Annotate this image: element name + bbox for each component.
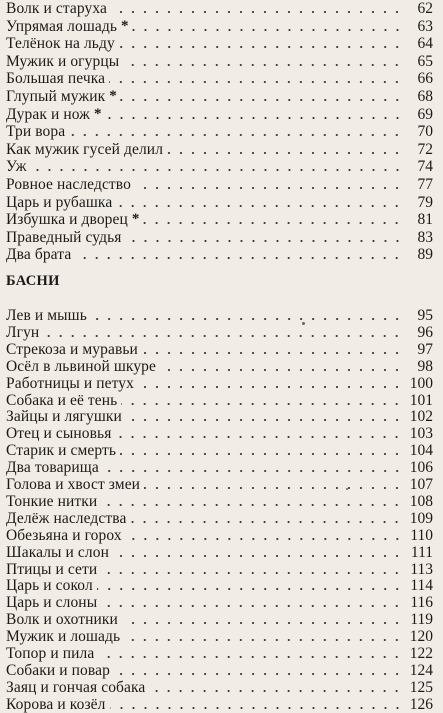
entry-title: Птицы и сети <box>6 560 98 578</box>
toc-entry <box>6 408 433 425</box>
dot-leader <box>101 572 403 574</box>
page-number: 103 <box>409 425 433 443</box>
toc-entry <box>6 476 433 493</box>
page-number: 77 <box>417 176 433 193</box>
toc-entry <box>6 53 433 70</box>
entry-title: Избушка и дворец <box>6 211 128 229</box>
page-number: 116 <box>410 594 433 612</box>
entry-title: Царь и сокол <box>6 577 93 595</box>
toc-entry <box>6 176 433 193</box>
entry-title: Голова и хвост змеи <box>6 476 141 493</box>
dot-leader <box>69 134 403 136</box>
page-number: 72 <box>417 140 433 158</box>
entry-title: Большая печка <box>6 70 106 88</box>
entry-title: Ровное наследство <box>6 176 131 193</box>
entry-title: Волк и старуха <box>6 0 108 17</box>
page-number: 106 <box>409 459 433 477</box>
entry-title: Корова и козёл <box>6 695 106 713</box>
toc-entry <box>6 123 433 140</box>
dot-leader <box>120 453 403 455</box>
toc-entry <box>6 246 433 263</box>
toc-entry <box>6 341 433 358</box>
entry-title: Как мужик гусей делил <box>6 140 164 158</box>
toc-entry <box>6 679 433 696</box>
entry-title: Лгун <box>6 323 40 341</box>
dot-leader <box>110 707 404 709</box>
entry-title: Собаки и повар <box>6 661 110 679</box>
page-number: 62 <box>417 0 433 17</box>
asterisk-mark: * <box>121 17 129 34</box>
page-number: 100 <box>409 374 433 392</box>
toc-entry <box>6 194 433 211</box>
toc-entry <box>6 229 433 246</box>
dot-leader <box>97 588 403 590</box>
page-number: 65 <box>417 52 433 70</box>
toc-entry <box>6 0 433 17</box>
dot-leader <box>149 690 403 692</box>
dot-leader <box>91 318 403 320</box>
page-number: 120 <box>409 628 433 646</box>
page-number: 96 <box>417 323 433 341</box>
entry-title: Два брата <box>6 246 72 264</box>
dot-leader <box>135 187 403 189</box>
entry-title: Обезьяна и горох <box>6 526 122 544</box>
entry-title: Дурак и нож <box>6 105 90 123</box>
page-number: 66 <box>417 70 433 88</box>
asterisk-mark: * <box>131 211 140 228</box>
toc-entry <box>6 510 433 527</box>
entry-title: Осёл в львиной шкуре <box>6 357 157 375</box>
page-number: 81 <box>417 211 433 229</box>
dot-leader <box>43 335 403 337</box>
page-number: 124 <box>409 661 433 679</box>
page-number: 89 <box>417 246 433 264</box>
page-number: 125 <box>409 678 433 696</box>
toc-entry <box>6 307 433 324</box>
toc-entry <box>6 158 433 175</box>
dot-leader <box>139 222 403 224</box>
dot-leader <box>31 169 403 171</box>
entry-title: Заяц и гончая собака <box>6 678 146 696</box>
entry-title: Царь и рубашка <box>6 193 113 211</box>
dot-leader <box>123 64 403 66</box>
section-heading-fables: БАСНИ <box>6 273 60 289</box>
toc-entry <box>6 544 433 561</box>
dot-leader <box>129 29 403 31</box>
toc-entry <box>6 18 433 35</box>
toc-entry <box>6 662 433 679</box>
entry-title: Царь и слоны <box>6 594 98 612</box>
asterisk-mark: * <box>94 105 102 122</box>
page-number: 113 <box>410 560 433 578</box>
page-number: 109 <box>409 509 433 527</box>
page-number: 114 <box>410 577 433 595</box>
entry-title: Тонкие нитки <box>6 492 98 510</box>
entry-title: Глупый мужик <box>6 88 106 105</box>
page-number: 107 <box>409 476 433 493</box>
page-number: 98 <box>417 357 433 375</box>
dot-leader <box>101 605 403 607</box>
toc-entry <box>6 211 433 228</box>
toc-entry <box>6 425 433 442</box>
dot-leader <box>130 521 403 523</box>
entry-title: Отец и сыновья <box>6 425 112 443</box>
page-number: 102 <box>409 408 433 426</box>
dot-leader <box>138 386 403 388</box>
toc-entry <box>6 577 433 594</box>
page-number: 97 <box>417 340 433 358</box>
entry-title: Собака и её тень <box>6 391 118 409</box>
entry-title: Праведный судья <box>6 228 122 246</box>
toc-entry <box>6 35 433 52</box>
entry-title: Мужик и лошадь <box>6 628 121 646</box>
page-number: 83 <box>417 228 433 246</box>
paper-speck <box>346 488 348 490</box>
toc-entry <box>6 70 433 87</box>
entry-title: Стрекоза и муравьи <box>6 340 138 358</box>
dot-leader <box>117 99 403 101</box>
dot-leader <box>98 656 403 658</box>
dot-leader <box>122 622 403 624</box>
dot-leader <box>142 352 403 354</box>
entry-title: Три вора <box>6 123 66 141</box>
page-number: 110 <box>410 526 433 544</box>
toc-entry <box>6 594 433 611</box>
toc-entry <box>6 375 433 392</box>
entry-title: Зайцы и лягушки <box>6 408 122 426</box>
page-number: 63 <box>417 17 433 35</box>
entry-title: Старик и смерть <box>6 442 117 460</box>
dot-leader <box>75 257 403 259</box>
toc-entry <box>6 628 433 645</box>
entry-title: Упрямая лошадь <box>6 17 118 35</box>
dot-leader <box>126 419 403 421</box>
page-number: 108 <box>409 492 433 510</box>
toc-entry <box>6 611 433 628</box>
entry-title: Два товарища <box>6 459 99 477</box>
toc-entry <box>6 561 433 578</box>
toc-entry <box>6 459 433 476</box>
page-number: 122 <box>409 645 433 662</box>
page-number: 68 <box>417 88 433 105</box>
toc-entry <box>6 645 433 662</box>
toc-entry <box>6 141 433 158</box>
dot-leader <box>101 504 403 506</box>
dot-leader <box>102 117 404 119</box>
asterisk-mark: * <box>109 88 117 104</box>
dot-leader <box>109 81 403 83</box>
entry-title: Лев и мышь <box>6 307 87 324</box>
toc-entry <box>6 442 433 459</box>
toc-entry <box>6 88 433 105</box>
page-number: 74 <box>417 158 433 176</box>
dot-leader <box>126 240 403 242</box>
page-number: 95 <box>417 307 433 324</box>
page-number: 111 <box>410 543 433 561</box>
entry-title: Телёнок на льду <box>6 35 115 53</box>
toc-entry <box>6 696 433 713</box>
entry-title: Работницы и петух <box>6 374 134 392</box>
dot-leader <box>144 487 403 489</box>
dot-leader <box>115 436 403 438</box>
entry-title: Волк и охотники <box>6 611 118 629</box>
entry-title: Топор и пила <box>6 645 95 662</box>
page-number: 104 <box>409 442 433 460</box>
entry-title: Шакалы и слон <box>6 543 109 561</box>
page-number: 79 <box>417 193 433 211</box>
page-number: 126 <box>409 695 433 713</box>
dot-leader <box>119 46 403 48</box>
page-number: 101 <box>409 391 433 409</box>
entry-title: Делёж наследства <box>6 509 127 527</box>
dot-leader <box>111 11 403 13</box>
dot-leader <box>116 205 403 207</box>
toc-entry <box>6 493 433 510</box>
page-number: 69 <box>417 105 433 123</box>
dot-leader <box>160 369 403 371</box>
page-number: 64 <box>417 35 433 53</box>
toc-entry <box>6 324 433 341</box>
toc-entry <box>6 527 433 544</box>
dot-leader <box>103 470 403 472</box>
entry-title: Уж <box>6 158 27 176</box>
dot-leader <box>126 538 403 540</box>
entry-title: Мужик и огурцы <box>6 52 120 70</box>
page-number: 119 <box>410 611 433 629</box>
dot-leader <box>167 152 403 154</box>
dot-leader <box>121 403 403 405</box>
dot-leader <box>124 639 403 641</box>
toc-entry <box>6 106 433 123</box>
paper-speck <box>302 322 305 325</box>
toc-entry <box>6 358 433 375</box>
dot-leader <box>113 555 403 557</box>
page-number: 70 <box>417 123 433 141</box>
toc-entry <box>6 392 433 409</box>
dot-leader <box>114 673 403 675</box>
